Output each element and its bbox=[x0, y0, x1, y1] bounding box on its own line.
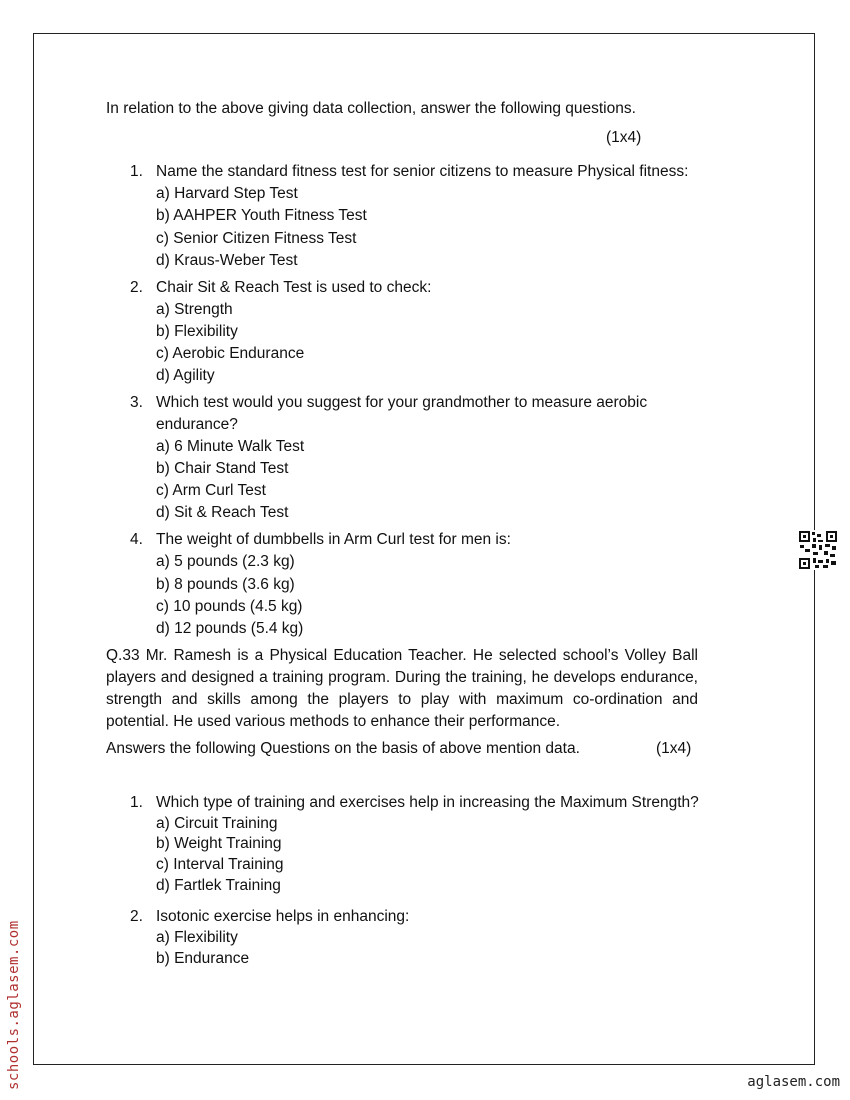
question-number: 3. bbox=[130, 394, 143, 411]
option: c) Arm Curl Test bbox=[156, 482, 266, 499]
footer-watermark: aglasem.com bbox=[747, 1074, 840, 1090]
option: b) Flexibility bbox=[156, 323, 238, 340]
q33-paragraph: Q.33 Mr. Ramesh is a Physical Education Teacher. He selected school’s Volley Ball players and designed a training program. During the training, he develops endurance, strength and skills among the players to play with maximum co-ordination and potential. He used various methods to enhance their performance. bbox=[106, 647, 698, 730]
option: c) Interval Training bbox=[156, 856, 284, 873]
option: a) Strength bbox=[156, 301, 233, 318]
intro-text: In relation to the above giving data collection, answer the following questions. bbox=[106, 100, 636, 117]
page-border bbox=[33, 33, 815, 1065]
answers-instruction bbox=[106, 740, 698, 758]
intro-marks: (1x4) bbox=[606, 129, 642, 146]
option: d) 12 pounds (5.4 kg) bbox=[156, 620, 304, 637]
option: c) 10 pounds (4.5 kg) bbox=[156, 598, 303, 615]
question-text: Which test would you suggest for your grandmother to measure aerobic bbox=[156, 394, 648, 411]
answers-text: Answers the following Questions on the basis of above mention data. bbox=[106, 740, 580, 757]
option: b) AAHPER Youth Fitness Test bbox=[156, 207, 367, 224]
answers-marks: (1x4) bbox=[656, 740, 692, 757]
option: b) Weight Training bbox=[156, 835, 282, 852]
option: b) 8 pounds (3.6 kg) bbox=[156, 576, 295, 593]
question-number: 2. bbox=[130, 279, 143, 296]
option: c) Senior Citizen Fitness Test bbox=[156, 230, 357, 247]
option: a) Harvard Step Test bbox=[156, 185, 298, 202]
question-text: The weight of dumbbells in Arm Curl test for men is: bbox=[156, 531, 511, 548]
option: a) Flexibility bbox=[156, 929, 238, 946]
question-text: Isotonic exercise helps in enhancing: bbox=[156, 908, 410, 925]
option: b) Endurance bbox=[156, 950, 250, 967]
option: a) Circuit Training bbox=[156, 815, 278, 832]
question-number: 1. bbox=[130, 163, 143, 180]
option: d) Fartlek Training bbox=[156, 877, 281, 894]
option: b) Chair Stand Test bbox=[156, 460, 289, 477]
question-text: Chair Sit & Reach Test is used to check: bbox=[156, 279, 432, 296]
option: c) Aerobic Endurance bbox=[156, 345, 305, 362]
question-number: 1. bbox=[130, 794, 143, 811]
option: d) Sit & Reach Test bbox=[156, 504, 289, 521]
question-text: Which type of training and exercises help in increasing the Maximum Strength? bbox=[156, 794, 699, 811]
question-number: 4. bbox=[130, 531, 143, 548]
option: d) Agility bbox=[156, 367, 215, 384]
question-text: Name the standard fitness test for senior citizens to measure Physical fitness: bbox=[156, 163, 689, 180]
option: d) Kraus-Weber Test bbox=[156, 252, 298, 269]
qr-code-icon bbox=[798, 530, 838, 570]
option: a) 6 Minute Walk Test bbox=[156, 438, 305, 455]
question-number: 2. bbox=[130, 908, 143, 925]
question-text-cont: endurance? bbox=[156, 416, 238, 433]
option: a) 5 pounds (2.3 kg) bbox=[156, 553, 295, 570]
side-watermark: schools.aglasem.com bbox=[6, 920, 22, 1090]
